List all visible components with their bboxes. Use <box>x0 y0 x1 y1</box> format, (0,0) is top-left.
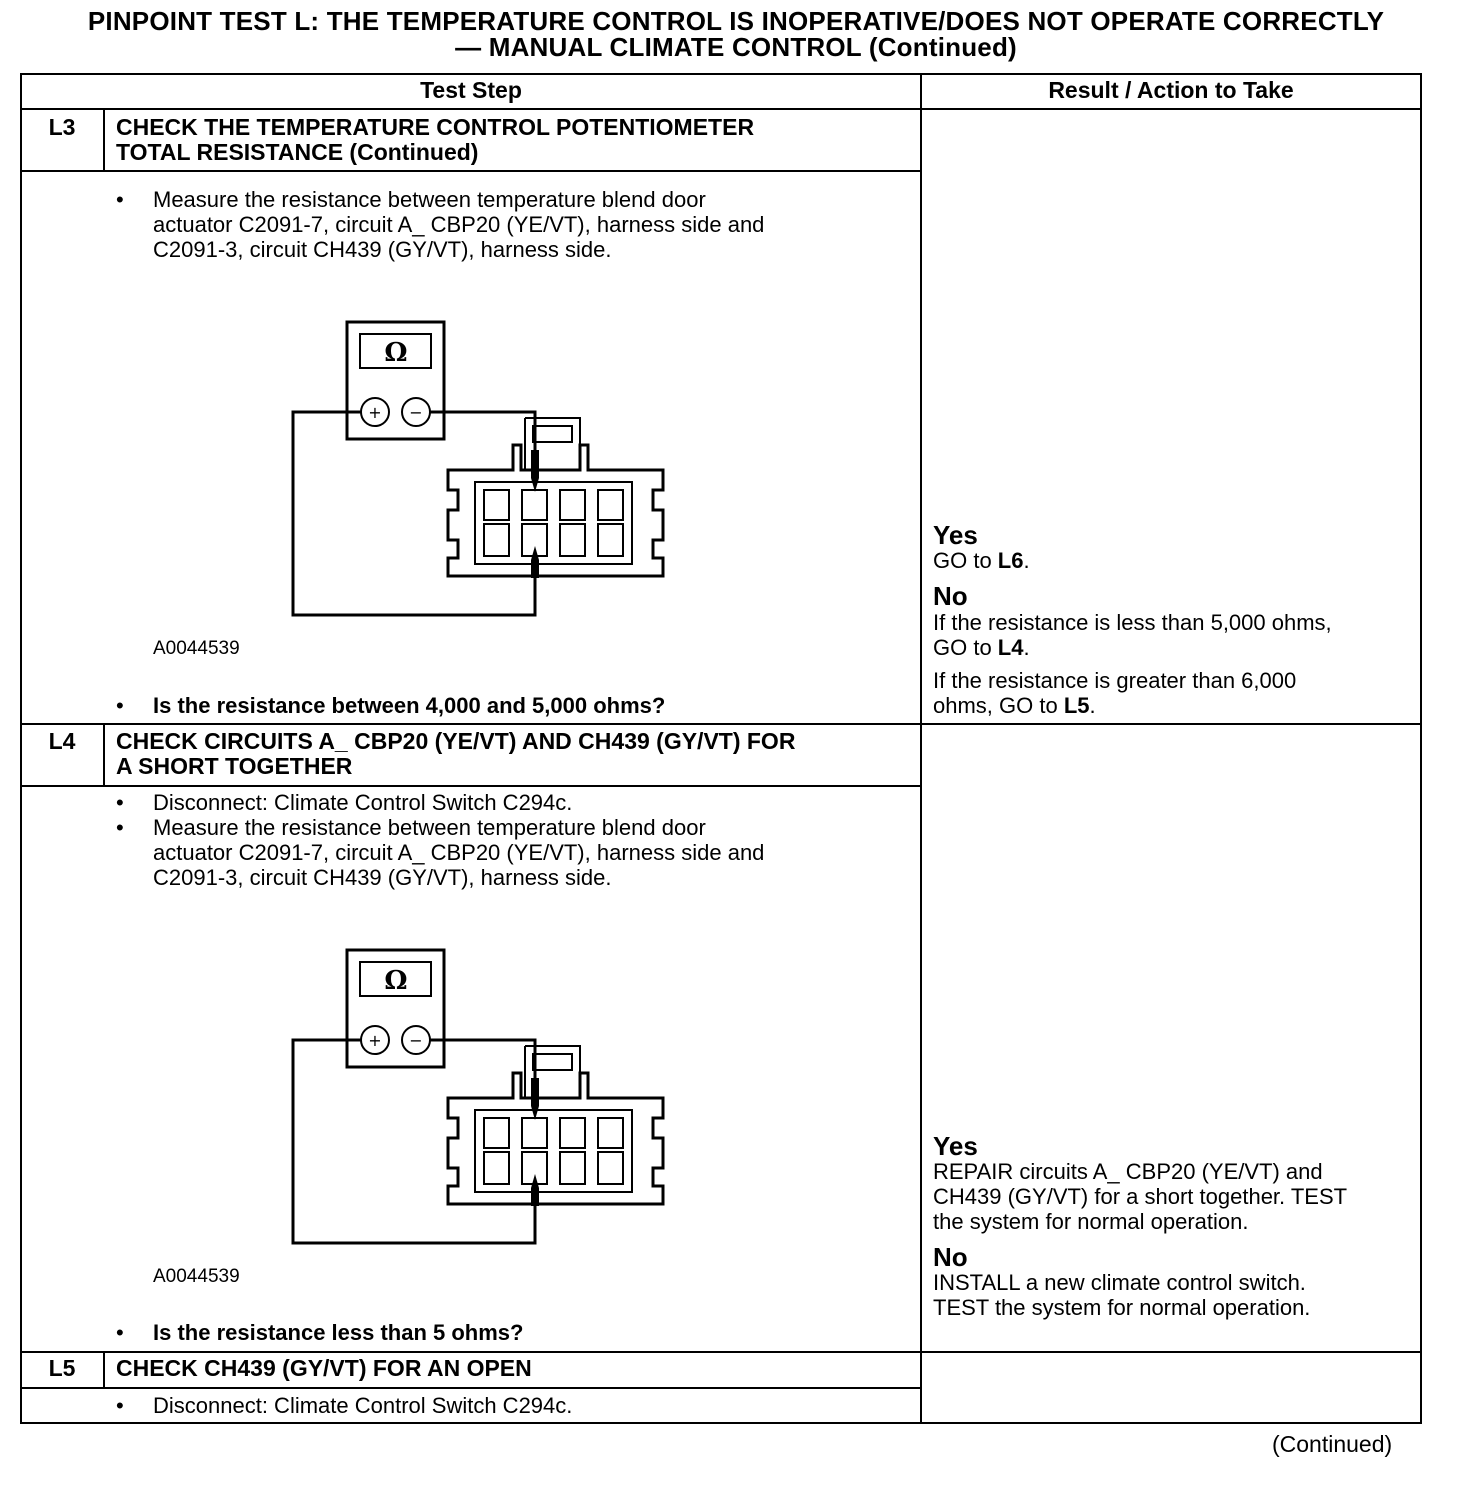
instruction-disconnect-l4: Disconnect: Climate Control Switch C294c. <box>153 790 573 815</box>
result-text: GO to <box>933 635 998 660</box>
step-id-l5: L5 <box>48 1355 76 1381</box>
divider <box>20 1351 1422 1353</box>
page-title <box>0 8 1472 60</box>
header-result-action: Result / Action to Take <box>1048 77 1294 103</box>
divider <box>920 73 922 1424</box>
result-no-text-1 <box>933 610 1332 660</box>
bullet: • <box>116 693 124 718</box>
step-id-l3: L3 <box>48 114 76 140</box>
plus-symbol: + <box>368 403 382 422</box>
instruction-line: C2091-3, circuit CH439 (GY/VT), harness side. <box>153 237 612 262</box>
bullet: • <box>116 1320 124 1345</box>
test-lead-positive <box>293 412 535 615</box>
instruction-disconnect-l5: Disconnect: Climate Control Switch C294c. <box>153 1393 573 1418</box>
probe-tip-icon <box>531 546 539 578</box>
ohm-symbol: Ω <box>384 338 408 368</box>
result-line: the system for normal operation. <box>933 1209 1249 1234</box>
result-text: . <box>1023 635 1030 660</box>
plus-symbol: + <box>368 1031 382 1050</box>
step-id-l4: L4 <box>48 728 76 754</box>
probe-tip-icon <box>531 1174 539 1206</box>
instruction-line: actuator C2091-7, circuit A_ CBP20 (YE/VT), harness side and <box>153 212 765 237</box>
divider <box>20 785 921 787</box>
instruction-line: Measure the resistance between temperature blend door <box>153 187 706 212</box>
step-title-l5: CHECK CH439 (GY/VT) FOR AN OPEN <box>116 1355 532 1381</box>
ohmmeter-connector-diagram <box>280 310 680 630</box>
result-text: . <box>1089 693 1096 718</box>
step-reference-link[interactable]: L4 <box>997 635 1024 660</box>
divider <box>20 170 921 172</box>
divider <box>20 723 1422 725</box>
result-line: INSTALL a new climate control switch. <box>933 1270 1306 1295</box>
result-line: REPAIR circuits A_ CBP20 (YE/VT) and <box>933 1159 1323 1184</box>
step-title-line: A SHORT TOGETHER <box>116 753 353 779</box>
divider <box>20 1387 921 1389</box>
bullet: • <box>116 790 124 815</box>
title-line-2: — MANUAL CLIMATE CONTROL (Continued) <box>455 32 1017 62</box>
result-line: If the resistance is greater than 6,000 <box>933 668 1297 693</box>
divider <box>20 108 1422 110</box>
minus-symbol: − <box>409 1031 423 1050</box>
result-yes-label: Yes <box>933 520 978 550</box>
instruction-line: C2091-3, circuit CH439 (GY/VT), harness side. <box>153 865 612 890</box>
instruction-line: actuator C2091-7, circuit A_ CBP20 (YE/VT), harness side and <box>153 840 765 865</box>
step-title-line: TOTAL RESISTANCE (Continued) <box>116 139 479 165</box>
instruction-measure-l3 <box>153 187 764 262</box>
result-no-label: No <box>933 1242 968 1272</box>
probe-tip-icon <box>531 450 539 492</box>
result-text: GO to <box>933 548 998 573</box>
result-yes-text <box>933 548 1030 573</box>
step-title-line: CHECK CIRCUITS A_ CBP20 (YE/VT) AND CH439 (GY/VT) FOR <box>116 728 796 754</box>
step-reference-link[interactable]: L5 <box>1063 693 1090 718</box>
result-yes-text <box>933 1159 1347 1234</box>
step-title-l4 <box>116 729 795 779</box>
step-title-l3 <box>116 115 754 165</box>
step-reference-link[interactable]: L6 <box>997 548 1024 573</box>
connector-outline <box>448 1073 663 1204</box>
result-text: ohms, GO to <box>933 693 1064 718</box>
connector-outline <box>448 445 663 576</box>
step-title-line: CHECK THE TEMPERATURE CONTROL POTENTIOMETER <box>116 114 755 140</box>
instruction-measure-l4 <box>153 815 764 890</box>
bullet: • <box>116 187 124 212</box>
result-yes-label: Yes <box>933 1131 978 1161</box>
result-line: TEST the system for normal operation. <box>933 1295 1311 1320</box>
result-no-label: No <box>933 581 968 611</box>
probe-tip-icon <box>531 1078 539 1120</box>
result-no-text <box>933 1270 1310 1320</box>
result-no-text-2 <box>933 668 1296 718</box>
result-text: . <box>1023 548 1030 573</box>
question-l4: Is the resistance less than 5 ohms? <box>153 1320 524 1345</box>
figure-id: A0044539 <box>153 1266 240 1287</box>
bullet: • <box>116 1393 124 1418</box>
ohm-symbol: Ω <box>384 966 408 996</box>
minus-symbol: − <box>409 403 423 422</box>
continued-footer: (Continued) <box>1272 1431 1393 1457</box>
instruction-line: Measure the resistance between temperature blend door <box>153 815 706 840</box>
figure-id: A0044539 <box>153 638 240 659</box>
result-line: If the resistance is less than 5,000 ohms, <box>933 610 1332 635</box>
question-l3: Is the resistance between 4,000 and 5,000 ohms? <box>153 693 666 718</box>
result-line: CH439 (GY/VT) for a short together. TEST <box>933 1184 1348 1209</box>
header-test-step: Test Step <box>420 77 522 103</box>
ohmmeter-connector-diagram <box>280 938 680 1258</box>
bullet: • <box>116 815 124 840</box>
title-line-1: PINPOINT TEST L: THE TEMPERATURE CONTROL IS INOPERATIVE/DOES NOT OPERATE CORRECTLY <box>87 6 1385 36</box>
test-lead-positive <box>293 1040 535 1243</box>
